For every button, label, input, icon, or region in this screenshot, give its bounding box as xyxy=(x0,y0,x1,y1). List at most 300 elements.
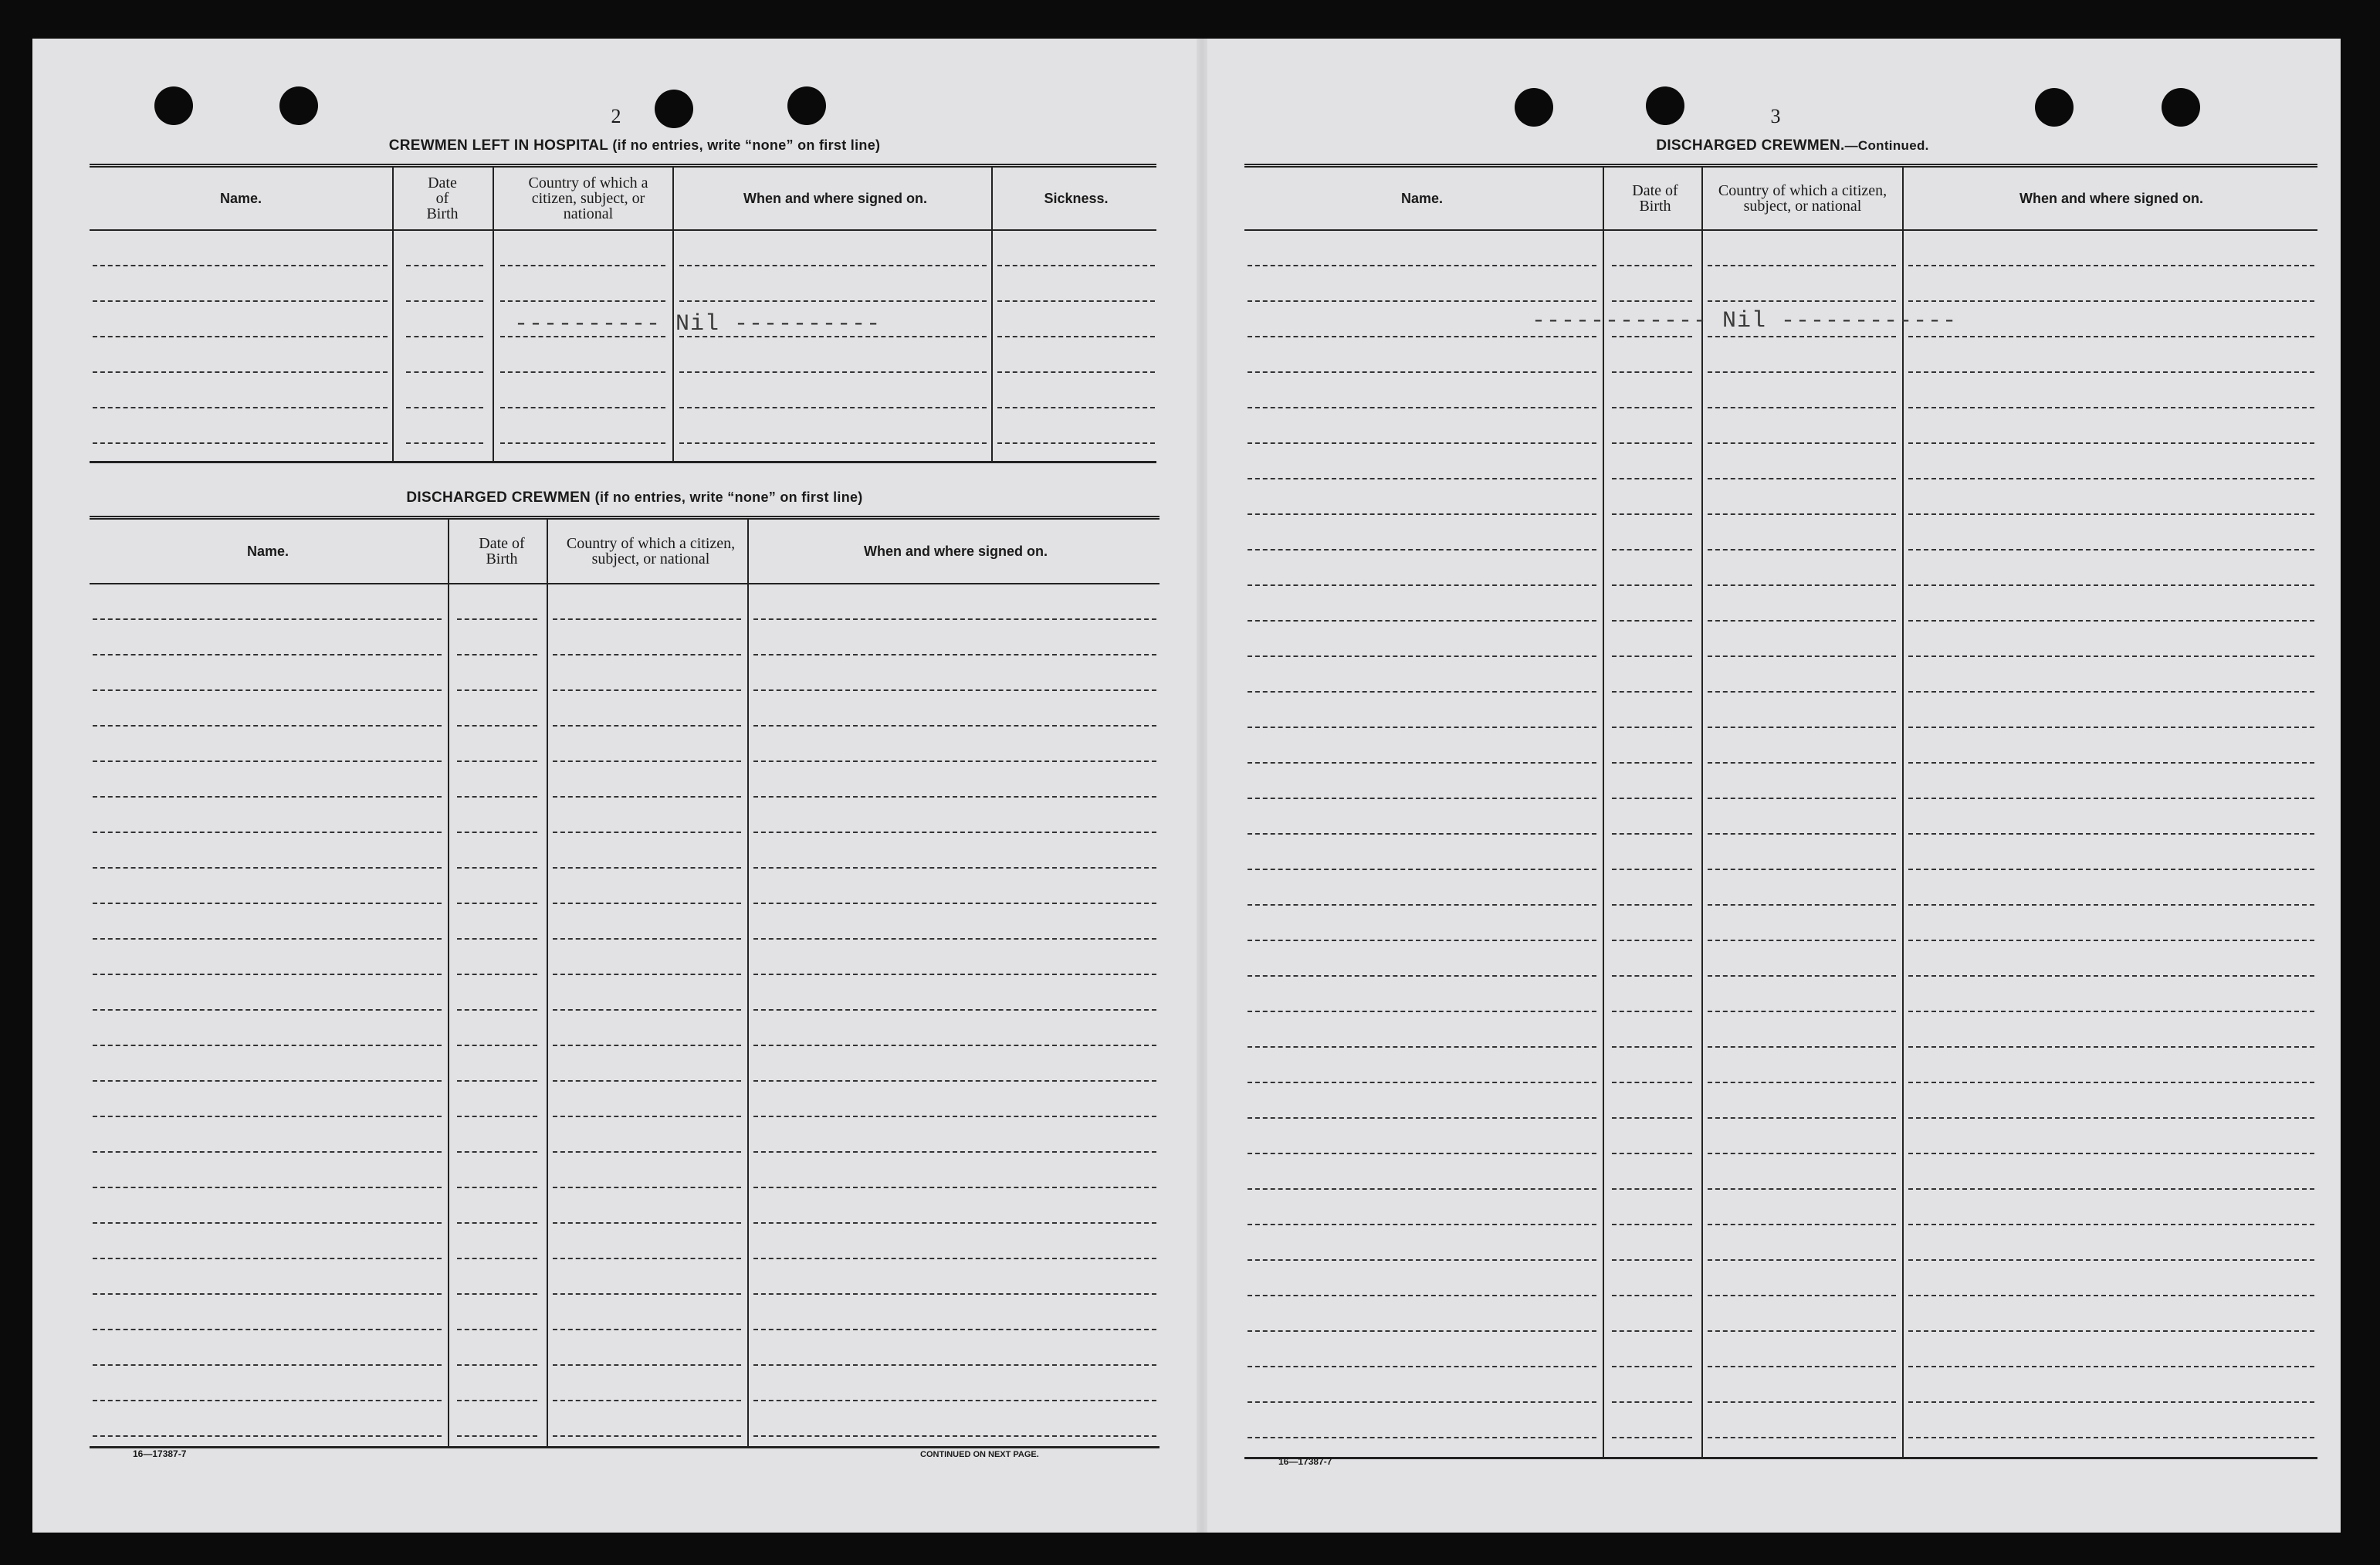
ruled-line xyxy=(1908,1401,2314,1403)
ruled-line xyxy=(1708,1188,1896,1190)
ruled-line xyxy=(553,1080,741,1082)
ruled-line xyxy=(1612,833,1692,835)
ruled-line xyxy=(1248,691,1596,693)
ruled-line xyxy=(457,903,537,904)
ruled-line xyxy=(457,1329,537,1330)
ruled-line xyxy=(93,1258,442,1259)
ruled-line xyxy=(1708,1295,1896,1296)
ruled-line xyxy=(1248,869,1596,870)
ruled-line xyxy=(1248,1259,1596,1261)
column-divider xyxy=(1701,168,1703,1457)
ruled-line xyxy=(1612,336,1692,337)
ruled-line xyxy=(1908,620,2314,622)
ruled-line xyxy=(753,725,1156,727)
ruled-line xyxy=(1248,620,1596,622)
ruled-line xyxy=(93,300,388,302)
ruled-line xyxy=(457,689,537,691)
ruled-line xyxy=(1612,1330,1692,1332)
ruled-line xyxy=(553,903,741,904)
ruled-line xyxy=(1708,940,1896,941)
ruled-line xyxy=(1248,798,1596,799)
ruled-line xyxy=(1612,1224,1692,1225)
ruled-line xyxy=(500,300,665,302)
discharged-table-left xyxy=(90,516,1160,1448)
ruled-line xyxy=(93,1009,442,1011)
col-header-name: Name. xyxy=(246,544,289,559)
ruled-line xyxy=(1908,655,2314,657)
ruled-line xyxy=(1248,336,1596,337)
ruled-line xyxy=(1612,655,1692,657)
ruled-line xyxy=(1908,584,2314,586)
hospital-section-title xyxy=(110,137,1160,154)
ruled-line xyxy=(753,618,1156,620)
ruled-line xyxy=(1248,513,1596,515)
ruled-line xyxy=(93,903,442,904)
ruled-line xyxy=(406,407,483,408)
ruled-line xyxy=(1708,727,1896,728)
ruled-line xyxy=(457,1293,537,1295)
ruled-line xyxy=(457,1187,537,1188)
punch-hole xyxy=(2162,88,2200,127)
ruled-line xyxy=(1908,1366,2314,1367)
discharged-header-row-left xyxy=(90,520,1160,584)
hospital-table xyxy=(90,164,1156,463)
ruled-line xyxy=(1908,1188,2314,1190)
ruled-line xyxy=(753,1009,1156,1011)
ruled-line xyxy=(93,265,388,266)
ruled-line xyxy=(457,1222,537,1224)
ruled-line xyxy=(1248,904,1596,906)
ruled-line xyxy=(553,796,741,798)
ruled-line xyxy=(1248,1011,1596,1012)
ruled-line xyxy=(1612,1188,1692,1190)
ruled-line xyxy=(1612,549,1692,550)
ruled-line xyxy=(1908,869,2314,870)
ruled-line xyxy=(553,1329,741,1330)
ruled-line xyxy=(93,1400,442,1401)
ruled-line xyxy=(457,867,537,869)
ruled-line xyxy=(753,1187,1156,1188)
ruled-line xyxy=(1248,1366,1596,1367)
column-divider xyxy=(493,168,494,461)
punch-hole xyxy=(655,90,693,128)
ruled-line xyxy=(1612,371,1692,373)
hospital-title: CREWMEN LEFT IN HOSPITAL xyxy=(388,137,608,154)
ruled-line xyxy=(553,1293,741,1295)
ruled-line xyxy=(1708,1082,1896,1083)
document-sheet xyxy=(32,39,2341,1533)
page-number-left: 2 xyxy=(611,105,621,127)
ruled-line xyxy=(1908,691,2314,693)
ruled-line xyxy=(457,1080,537,1082)
col-header-name: Name. xyxy=(219,191,262,206)
ruled-line xyxy=(553,1151,741,1153)
ruled-line xyxy=(1908,1330,2314,1332)
ruled-line xyxy=(1708,513,1896,515)
ruled-line xyxy=(753,1400,1156,1401)
ruled-line xyxy=(93,442,388,444)
ruled-line xyxy=(93,1151,442,1153)
ruled-line xyxy=(1612,1011,1692,1012)
punch-hole xyxy=(787,86,826,125)
ruled-line xyxy=(457,1151,537,1153)
ruled-line xyxy=(1612,407,1692,408)
ruled-line xyxy=(753,1151,1156,1153)
ruled-line xyxy=(1248,727,1596,728)
ruled-line xyxy=(93,1329,442,1330)
ruled-line xyxy=(553,1009,741,1011)
ruled-line xyxy=(1908,549,2314,550)
ruled-line xyxy=(1612,798,1692,799)
ruled-line xyxy=(1248,1082,1596,1083)
ruled-line xyxy=(753,1116,1156,1117)
ruled-line xyxy=(1708,1011,1896,1012)
col-header-signed-on: When and where signed on. xyxy=(863,544,1048,559)
ruled-line xyxy=(1908,478,2314,479)
discharged-title-suffix: —Continued. xyxy=(1844,138,1929,153)
ruled-line xyxy=(1248,975,1596,977)
ruled-line xyxy=(93,1364,442,1366)
ruled-line xyxy=(1708,655,1896,657)
ruled-line xyxy=(1612,478,1692,479)
ruled-line xyxy=(1708,300,1896,302)
ruled-line xyxy=(1708,904,1896,906)
ruled-line xyxy=(553,1364,741,1366)
ruled-line xyxy=(553,654,741,655)
ruled-line xyxy=(1908,442,2314,444)
ruled-line xyxy=(1612,1082,1692,1083)
hospital-header-row xyxy=(90,168,1156,231)
ruled-line xyxy=(93,938,442,940)
ruled-line xyxy=(1908,1082,2314,1083)
ruled-line xyxy=(1248,1437,1596,1438)
ruled-line xyxy=(553,1435,741,1437)
ruled-line xyxy=(997,336,1155,337)
ruled-line xyxy=(406,442,483,444)
ruled-line xyxy=(457,938,537,940)
ruled-line xyxy=(1708,265,1896,266)
ruled-line xyxy=(93,760,442,762)
ruled-line xyxy=(1908,371,2314,373)
ruled-line xyxy=(1908,407,2314,408)
ruled-line xyxy=(1708,798,1896,799)
ruled-line xyxy=(1248,1401,1596,1403)
ruled-line xyxy=(457,618,537,620)
ruled-line xyxy=(406,300,483,302)
ruled-line xyxy=(1708,1046,1896,1048)
col-header-country: Country of which a citizen, subject, or national xyxy=(566,535,736,567)
col-header-name: Name. xyxy=(1400,191,1444,206)
discharged-section-title-right xyxy=(1244,137,2341,154)
ruled-line xyxy=(1248,1188,1596,1190)
ruled-line xyxy=(679,265,987,266)
ruled-line xyxy=(679,442,987,444)
ruled-line xyxy=(1248,584,1596,586)
ruled-line xyxy=(553,867,741,869)
ruled-line xyxy=(457,832,537,833)
punch-hole xyxy=(1646,86,1684,125)
ruled-line xyxy=(1612,727,1692,728)
ruled-line xyxy=(1612,1401,1692,1403)
ruled-line xyxy=(753,832,1156,833)
ruled-line xyxy=(1248,1153,1596,1154)
ruled-line xyxy=(406,265,483,266)
ruled-line xyxy=(1248,655,1596,657)
ruled-line xyxy=(1908,727,2314,728)
ruled-line xyxy=(1248,442,1596,444)
ruled-line xyxy=(457,1364,537,1366)
ruled-line xyxy=(1908,1259,2314,1261)
ruled-line xyxy=(93,725,442,727)
ruled-line xyxy=(93,336,388,337)
ruled-line xyxy=(1612,1153,1692,1154)
col-header-signed-on: When and where signed on. xyxy=(743,191,928,206)
ruled-line xyxy=(753,974,1156,975)
discharged-title-right: DISCHARGED CREWMEN. xyxy=(1656,137,1845,154)
ruled-line xyxy=(753,1364,1156,1366)
discharged-nil-entry: ------------ Nil ------------ xyxy=(1532,308,1958,334)
punch-hole xyxy=(1515,88,1553,127)
ruled-line xyxy=(1248,371,1596,373)
ruled-line xyxy=(1612,869,1692,870)
column-divider xyxy=(747,520,749,1446)
ruled-line xyxy=(93,1187,442,1188)
ruled-line xyxy=(457,1009,537,1011)
ruled-line xyxy=(1708,478,1896,479)
ruled-line xyxy=(457,654,537,655)
ruled-line xyxy=(93,1116,442,1117)
ruled-line xyxy=(553,760,741,762)
ruled-line xyxy=(1908,1153,2314,1154)
ruled-line xyxy=(1708,833,1896,835)
ruled-line xyxy=(1908,265,2314,266)
column-divider xyxy=(991,168,993,461)
ruled-line xyxy=(1708,1259,1896,1261)
ruled-line xyxy=(553,1258,741,1259)
ruled-line xyxy=(553,689,741,691)
ruled-line xyxy=(553,1222,741,1224)
discharged-note-left: (if no entries, write “none” on first line) xyxy=(594,489,863,505)
col-header-date-of-birth: Date of Birth xyxy=(1632,182,1678,215)
punch-hole xyxy=(154,86,193,125)
ruled-line xyxy=(1612,975,1692,977)
ruled-line xyxy=(753,1435,1156,1437)
ruled-line xyxy=(1908,833,2314,835)
ruled-line xyxy=(553,832,741,833)
ruled-line xyxy=(553,974,741,975)
ruled-line xyxy=(1708,584,1896,586)
ruled-line xyxy=(1248,1330,1596,1332)
ruled-line xyxy=(753,796,1156,798)
ruled-line xyxy=(1908,904,2314,906)
ruled-line xyxy=(1708,371,1896,373)
ruled-line xyxy=(753,1222,1156,1224)
ruled-line xyxy=(1612,584,1692,586)
ruled-line xyxy=(997,442,1155,444)
ruled-line xyxy=(1908,1011,2314,1012)
ruled-line xyxy=(1908,798,2314,799)
ruled-line xyxy=(1612,620,1692,622)
ruled-line xyxy=(1248,833,1596,835)
col-header-country: Country of which a citizen, subject, or national xyxy=(528,174,648,222)
ruled-line xyxy=(406,336,483,337)
ruled-line xyxy=(753,1045,1156,1046)
ruled-line xyxy=(1248,478,1596,479)
col-header-country: Country of which a citizen, subject, or national xyxy=(1718,182,1887,215)
ruled-line xyxy=(457,974,537,975)
ruled-line xyxy=(1612,1295,1692,1296)
ruled-line xyxy=(553,1116,741,1117)
hospital-nil-entry: ---------- Nil ---------- xyxy=(514,311,882,337)
ruled-line xyxy=(1708,442,1896,444)
ruled-line xyxy=(679,300,987,302)
ruled-line xyxy=(753,689,1156,691)
ruled-line xyxy=(1708,762,1896,764)
ruled-line xyxy=(500,442,665,444)
ruled-line xyxy=(753,1293,1156,1295)
ruled-line xyxy=(500,336,665,337)
continued-note: CONTINUED ON NEXT PAGE. xyxy=(920,1450,1039,1459)
ruled-line xyxy=(997,407,1155,408)
ruled-line xyxy=(93,796,442,798)
ruled-line xyxy=(997,265,1155,266)
ruled-line xyxy=(93,689,442,691)
ruled-line xyxy=(1908,513,2314,515)
ruled-line xyxy=(1248,1295,1596,1296)
ruled-line xyxy=(553,1400,741,1401)
ruled-line xyxy=(1248,762,1596,764)
ruled-line xyxy=(93,1045,442,1046)
ruled-line xyxy=(553,725,741,727)
discharged-title-left: DISCHARGED CREWMEN xyxy=(406,489,591,506)
discharged-header-row-right xyxy=(1244,168,2317,231)
col-header-sickness: Sickness. xyxy=(1044,191,1109,206)
ruled-line xyxy=(1708,869,1896,870)
ruled-line xyxy=(93,407,388,408)
page-number-right: 3 xyxy=(1770,105,1781,127)
ruled-line xyxy=(1612,762,1692,764)
punch-hole xyxy=(2035,88,2074,127)
ruled-line xyxy=(457,1116,537,1117)
ruled-line xyxy=(93,867,442,869)
ruled-line xyxy=(500,371,665,373)
ruled-line xyxy=(500,407,665,408)
ruled-line xyxy=(93,1293,442,1295)
discharged-table-right xyxy=(1244,164,2317,1459)
ruled-line xyxy=(457,1045,537,1046)
ruled-line xyxy=(679,336,987,337)
ruled-line xyxy=(1612,265,1692,266)
ruled-line xyxy=(753,1329,1156,1330)
ruled-line xyxy=(457,1258,537,1259)
column-divider xyxy=(547,520,548,1446)
ruled-line xyxy=(1612,300,1692,302)
ruled-line xyxy=(1708,975,1896,977)
ruled-line xyxy=(93,1080,442,1082)
ruled-line xyxy=(1908,975,2314,977)
ruled-line xyxy=(1248,265,1596,266)
ruled-line xyxy=(1908,300,2314,302)
ruled-line xyxy=(406,371,483,373)
ruled-line xyxy=(1248,940,1596,941)
ruled-line xyxy=(553,618,741,620)
ruled-line xyxy=(753,760,1156,762)
ruled-line xyxy=(1612,1117,1692,1119)
ruled-line xyxy=(1708,1224,1896,1225)
ruled-line xyxy=(93,654,442,655)
ruled-line xyxy=(753,938,1156,940)
ruled-line xyxy=(679,371,987,373)
ruled-line xyxy=(93,974,442,975)
ruled-line xyxy=(1612,442,1692,444)
ruled-line xyxy=(1708,691,1896,693)
ruled-line xyxy=(1708,1437,1896,1438)
ruled-line xyxy=(753,903,1156,904)
ruled-line xyxy=(457,725,537,727)
ruled-line xyxy=(1248,549,1596,550)
ruled-line xyxy=(457,796,537,798)
ruled-line xyxy=(1708,549,1896,550)
page-fold xyxy=(1197,39,1207,1533)
ruled-line xyxy=(1248,1117,1596,1119)
ruled-line xyxy=(553,1045,741,1046)
ruled-line xyxy=(753,654,1156,655)
ruled-line xyxy=(1612,940,1692,941)
column-divider xyxy=(448,520,449,1446)
ruled-line xyxy=(1612,1046,1692,1048)
ruled-line xyxy=(1908,1224,2314,1225)
ruled-line xyxy=(1612,691,1692,693)
ruled-line xyxy=(553,938,741,940)
ruled-line xyxy=(93,1435,442,1437)
ruled-line xyxy=(753,1258,1156,1259)
ruled-line xyxy=(997,371,1155,373)
column-divider xyxy=(392,168,394,461)
ruled-line xyxy=(93,618,442,620)
form-code-right: 16—17387-7 xyxy=(1278,1456,1332,1467)
discharged-section-title-left xyxy=(110,489,1160,506)
hospital-note: (if no entries, write “none” on first line) xyxy=(612,137,881,153)
form-code-left: 16—17387-7 xyxy=(133,1448,187,1459)
ruled-line xyxy=(1612,1259,1692,1261)
col-header-signed-on: When and where signed on. xyxy=(2019,191,2204,206)
ruled-line xyxy=(1908,1437,2314,1438)
ruled-line xyxy=(1908,1295,2314,1296)
col-header-date-of-birth: Date of Birth xyxy=(479,535,525,567)
ruled-line xyxy=(1908,762,2314,764)
ruled-line xyxy=(1708,336,1896,337)
ruled-line xyxy=(1908,1117,2314,1119)
column-divider xyxy=(1603,168,1604,1457)
ruled-line xyxy=(1708,1117,1896,1119)
ruled-line xyxy=(553,1187,741,1188)
ruled-line xyxy=(1908,940,2314,941)
ruled-line xyxy=(997,300,1155,302)
ruled-line xyxy=(1248,300,1596,302)
ruled-line xyxy=(1612,1366,1692,1367)
ruled-line xyxy=(1908,336,2314,337)
ruled-line xyxy=(679,407,987,408)
ruled-line xyxy=(1708,407,1896,408)
ruled-line xyxy=(1248,1224,1596,1225)
ruled-line xyxy=(93,371,388,373)
ruled-line xyxy=(1612,1437,1692,1438)
ruled-line xyxy=(753,1080,1156,1082)
ruled-line xyxy=(1708,1366,1896,1367)
ruled-line xyxy=(457,1435,537,1437)
ruled-line xyxy=(500,265,665,266)
ruled-line xyxy=(753,867,1156,869)
